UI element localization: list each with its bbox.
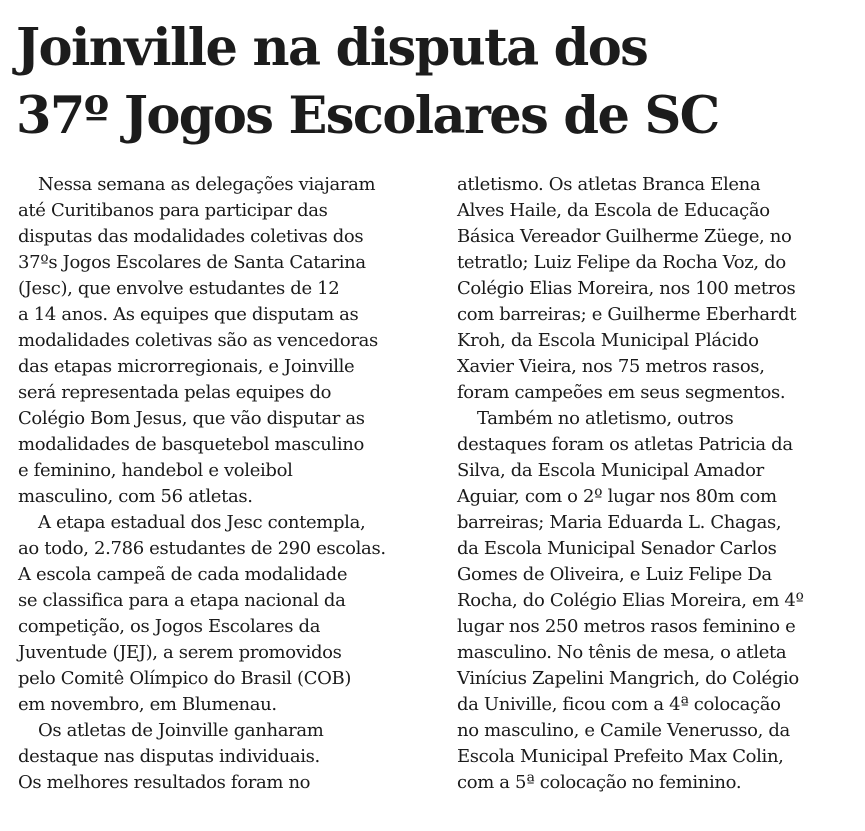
text-line: lugar nos 250 metros rasos feminino e — [457, 616, 796, 637]
text-line: disputas das modalidades coletivas dos — [18, 226, 364, 247]
text-line: atletismo. Os atletas Branca Elena — [457, 174, 761, 195]
text-line: masculino. No tênis de mesa, o atleta — [457, 642, 787, 663]
text-line: Silva, da Escola Municipal Amador — [457, 460, 764, 481]
text-line: Os melhores resultados foram no — [18, 772, 311, 793]
text-line: competição, os Jogos Escolares da — [18, 616, 321, 637]
paragraph-jesc-intro — [18, 172, 426, 510]
text-line: com barreiras; e Guilherme Eberhardt — [457, 304, 797, 325]
paragraph-state-stage — [18, 510, 426, 718]
text-line: Juventude (JEJ), a serem promovidos — [18, 642, 342, 663]
text-line: Rocha, do Colégio Elias Moreira, em 4º — [457, 590, 804, 611]
text-line: Gomes de Oliveira, e Luiz Felipe Da — [457, 564, 772, 585]
paragraph-other-highlights — [457, 406, 849, 796]
text-line: Os atletas de Joinville ganharam — [38, 720, 324, 741]
text-line: da Univille, ficou com a 4ª colocação — [457, 694, 781, 715]
text-line: tetratlo; Luiz Felipe da Rocha Voz, do — [457, 252, 786, 273]
paragraph-individual-results — [18, 718, 426, 796]
text-line: destaques foram os atletas Patricia da — [457, 434, 793, 455]
text-line: Alves Haile, da Escola de Educação — [457, 200, 770, 221]
text-line: da Escola Municipal Senador Carlos — [457, 538, 777, 559]
text-line: ao todo, 2.786 estudantes de 290 escolas. — [18, 538, 386, 559]
text-line: Escola Municipal Prefeito Max Colin, — [457, 746, 784, 767]
text-line: barreiras; Maria Eduarda L. Chagas, — [457, 512, 782, 533]
text-line: pelo Comitê Olímpico do Brasil (COB) — [18, 668, 352, 689]
text-line: destaque nas disputas individuais. — [18, 746, 320, 767]
text-line: Kroh, da Escola Municipal Plácido — [457, 330, 759, 351]
right-column — [457, 172, 849, 796]
text-line: em novembro, em Blumenau. — [18, 694, 277, 715]
text-line: será representada pelas equipes do — [18, 382, 332, 403]
paragraph-athletics-champions — [457, 172, 849, 406]
text-line: e feminino, handebol e voleibol — [18, 460, 293, 481]
text-line: no masculino, e Camile Venerusso, da — [457, 720, 790, 741]
text-line: Nessa semana as delegações viajaram — [38, 174, 376, 195]
text-line: das etapas microrregionais, e Joinville — [18, 356, 355, 377]
text-line: Colégio Bom Jesus, que vão disputar as — [18, 408, 365, 429]
text-line: até Curitibanos para participar das — [18, 200, 328, 221]
left-column — [18, 172, 426, 796]
text-line: A escola campeã de cada modalidade — [18, 564, 348, 585]
text-line: se classifica para a etapa nacional da — [18, 590, 346, 611]
headline-line-1: Joinville na disputa dos — [16, 18, 648, 78]
text-line: (Jesc), que envolve estudantes de 12 — [18, 278, 340, 299]
text-line: 37ºs Jogos Escolares de Santa Catarina — [18, 252, 366, 273]
text-line: Xavier Vieira, nos 75 metros rasos, — [457, 356, 765, 377]
headline-line-2: 37º Jogos Escolares de SC — [16, 86, 719, 146]
text-line: Colégio Elias Moreira, nos 100 metros — [457, 278, 796, 299]
text-line: Básica Vereador Guilherme Züege, no — [457, 226, 792, 247]
text-line: A etapa estadual dos Jesc contempla, — [38, 512, 366, 533]
headline — [16, 14, 861, 150]
text-line: Também no atletismo, outros — [477, 408, 734, 429]
text-line: a 14 anos. As equipes que disputam as — [18, 304, 359, 325]
text-line: Aguiar, com o 2º lugar nos 80m com — [457, 486, 777, 507]
text-line: Vinícius Zapelini Mangrich, do Colégio — [457, 668, 799, 689]
text-line: modalidades coletivas são as vencedoras — [18, 330, 378, 351]
text-line: modalidades de basquetebol masculino — [18, 434, 364, 455]
text-line: masculino, com 56 atletas. — [18, 486, 253, 507]
text-line: com a 5ª colocação no feminino. — [457, 772, 742, 793]
text-line: foram campeões em seus segmentos. — [457, 382, 786, 403]
